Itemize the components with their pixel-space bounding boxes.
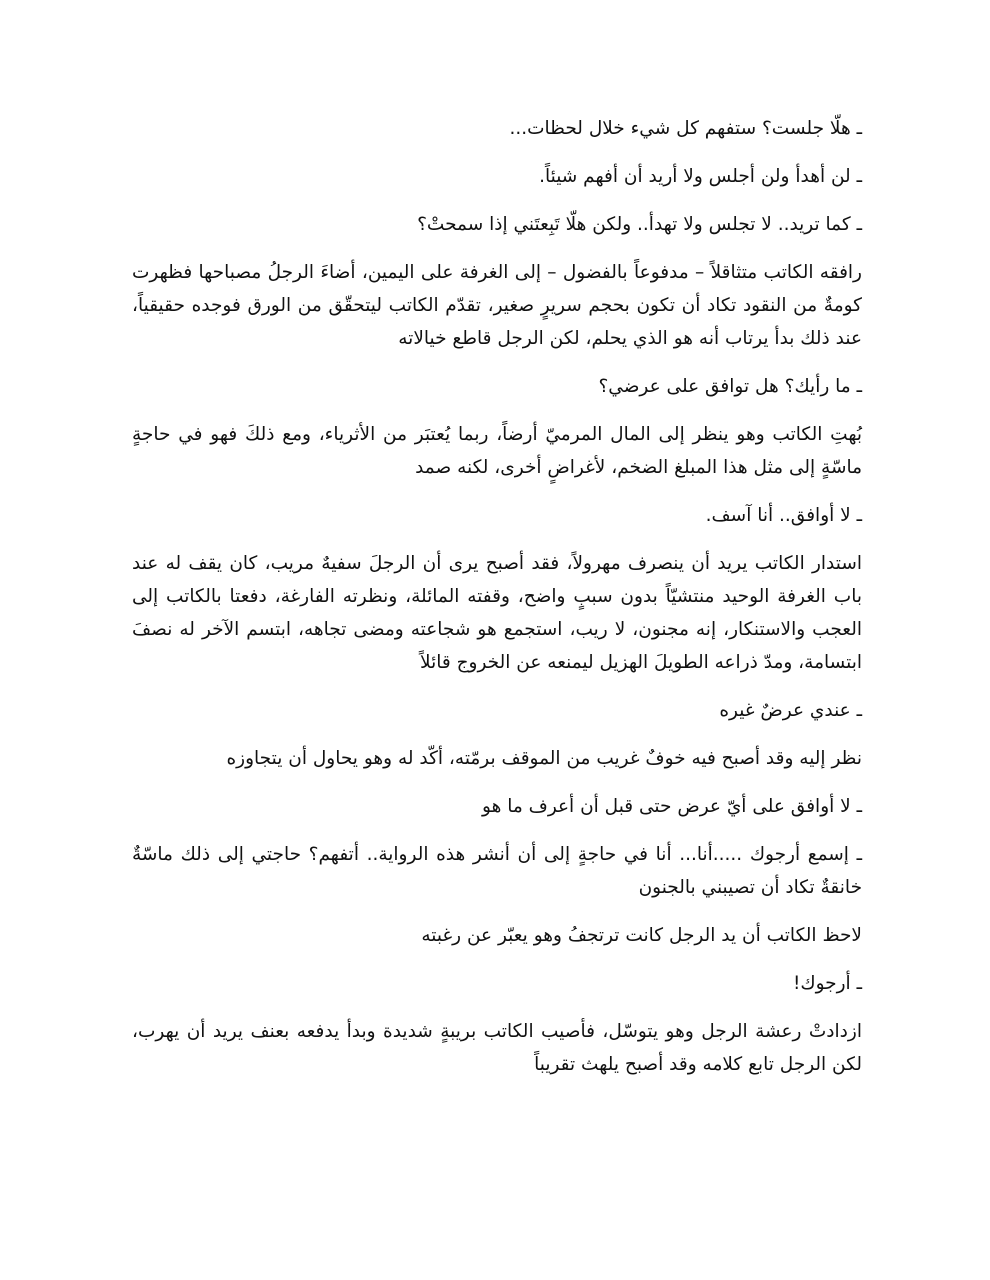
narration-paragraph: ازدادتْ رعشة الرجل وهو يتوسّل، فأصيب الكاتب بريبةٍ شديدة وبدأ يدفعه بعنف يريد أن يهرب، لكن الرجل تابع كلامه وقد أصبح يلهث تقريباً — [132, 1021, 862, 1075]
document-body — [132, 112, 862, 1096]
dialog-line: لاحظ الكاتب أن يد الرجل كانت ترتجفُ وهو يعبّر عن رغبته — [421, 925, 862, 946]
dialog-line: ـ هلّا جلست؟ ستفهم كل شيء خلال لحظات... — [509, 118, 862, 139]
narration-paragraph: بُهتِ الكاتب وهو ينظر إلى المال المرميّ أرضاً، ربما يُعتبَر من الأثرياء، ومع ذلكَ فهو في حاجةٍ ماسّةٍ إلى مثل هذا المبلغ الضخم، لأغراضٍ أخرى، لكنه صمد — [132, 424, 862, 478]
dialog-line: ـ لا أوافق.. أنا آسف. — [705, 505, 862, 526]
narration-paragraph: رافقه الكاتب متثاقلاً – مدفوعاً بالفضول – إلى الغرفة على اليمين، أضاءَ الرجلُ مصباحها فظهرت كومةٌ من النقود تكاد أن تكون بحجم سريرٍ صغير، تقدّم الكاتب ليتحقّق من الورق فوجده حقيقياً، عند ذلك بدأ يرتاب أنه هو الذي يحلم، لكن الرجل قاطع خيالاته — [132, 262, 862, 349]
dialog-line: ـ أرجوك! — [792, 973, 862, 994]
narration-paragraph: ـ إسمع أرجوك .....أنا... أنا في حاجةٍ إلى أن أنشر هذه الرواية.. أتفهم؟ حاجتي إلى ذلك ماسّةٌ خانقةٌ تكاد أن تصيبني بالجنون — [132, 844, 862, 898]
dialog-line: ـ عندي عرضٌ غيره — [719, 700, 862, 721]
dialog-line: ـ ما رأيك؟ هل توافق على عرضي؟ — [598, 376, 862, 397]
dialog-line: ـ لا أوافق على أيّ عرض حتى قبل أن أعرف ما هو — [482, 796, 862, 817]
narration-paragraph: نظر إليه وقد أصبح فيه خوفٌ غريب من الموقف برمّته، أكّد له وهو يحاول أن يتجاوزه — [226, 748, 862, 769]
dialog-line: ـ لن أهدأ ولن أجلس ولا أريد أن أفهم شيئاً. — [539, 166, 862, 187]
dialog-line: ـ كما تريد.. لا تجلس ولا تهدأ.. ولكن هلّا تَبِعتَني إذا سمحتْ؟ — [417, 214, 862, 235]
narration-paragraph: استدار الكاتب يريد أن ينصرف مهرولاً، فقد أصبح يرى أن الرجلَ سفيهٌ مريب، كان يقف له عند باب الغرفة الوحيد منتشيّاً بدون سببٍ واضح، وقفته المائلة، ونظرته الفارغة، دفعتا بالكاتب إلى العجب والاستنكار، إنه مجنون، لا ريب، استجمع هو شجاعته ومضى تجاهه، ابتسم الآخر له نصفَ ابتسامة، ومدّ ذراعه الطويلَ الهزيل ليمنعه عن الخروج قائلاً — [132, 553, 862, 673]
